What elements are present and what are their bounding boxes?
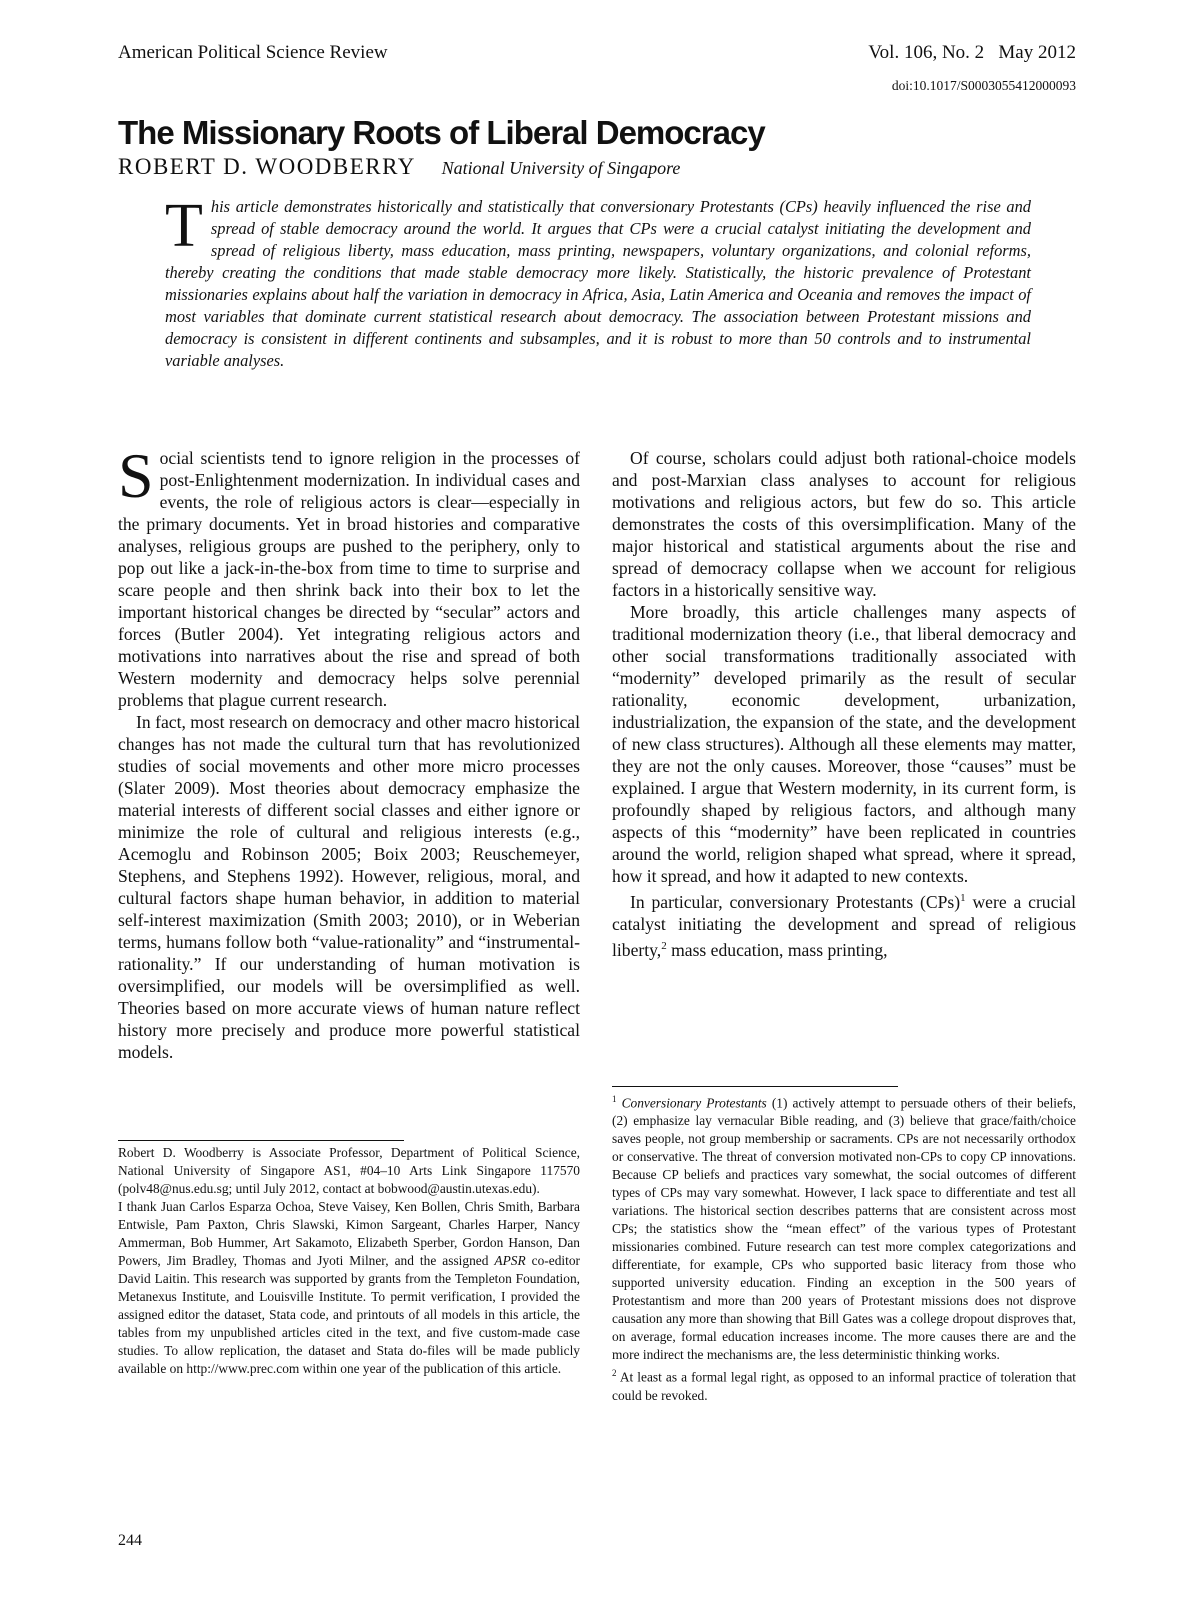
abstract-text: his article demonstrates historically and statistically that conversionary Protestants (CPs) heavily influenced the rise and spread of stable democracy around the world. It argues that CPs were a crucial catalyst initiating the development and spread of religious liberty, mass education, mass printing, newspapers, voluntary organizations, and colonial reforms, thereby creating the conditions that made stable democracy more likely. Statistically, the historic prevalence of Protestant missionaries explains about half the variation in democracy in Africa, Asia, Latin America and Oceania and removes the impact of most variables that dominate current statistical research about democracy. The association between Protestant missions and democracy is consistent in different continents and subsamples, and it is robust to more than 50 controls and to instrumental variable analyses. [165,197,1031,370]
footnote-ref-2[interactable]: 2 [661,939,667,952]
footnotes [612,1090,1076,1405]
issue-info: Vol. 106, No. 2 May 2012 [868,42,1076,63]
article-title: The Missionary Roots of Liberal Democracy [118,114,765,151]
body-dropcap: S [118,440,154,511]
author-affiliation: National University of Singapore [441,158,681,178]
author-note-acknowledgments: I thank Juan Carlos Esparza Ochoa, Steve Vaisey, Ken Bollen, Chris Smith, Barbara Entwisle, Pam Paxton, Chris Slawski, Kimon Sargeant, Charles Harper, Nancy Ammerman, Bob Hummer, Art Sakamoto, Elizabeth Sperber, Gordon Hanson, Dan Powers, Jim Bradley, Thomas and Jyoti Milner, and the assigned APSR co-editor David Laitin. This research was supported by grants from the Templeton Foundation, Metanexus Institute, and Louisville Institute. To permit verification, I provided the assigned editor the dataset, Stata code, and printouts of all models in this article, the tables from my unpublished articles cited in the text, and five custom-made case studies. To allow replication, the dataset and Stata do-files will be made publicly available on http://www.prec.com within one year of the publication of this article. [118,1199,580,1376]
author-line [118,154,680,180]
page-number: 244 [118,1532,142,1549]
body-paragraph: Social scientists tend to ignore religion in the processes of post-Enlightenment modernization. In individual cases and events, the role of religious actors is clear—especially in the primary documents. Yet in broad histories and comparative analyses, religious groups are pushed to the periphery, only to pop out like a jack-in-the-box from time to time to surprise and scare people and then shrink back into their box to let the important historical changes be directed by “secular” actors and forces (Butler 2004). Yet integrating religious actors and motivations into narratives about the rise and spread of both Western modernity and democracy helps solve perennial problems that plague current research. [118,440,580,710]
body-paragraph: In fact, most research on democracy and other macro historical changes has not made the cultural turn that has revolutionized studies of social movements and other more micro processes (Slater 2009). Most theories about democracy emphasize the material interests of different social classes and either ignore or minimize the role of cultural and religious interests (e.g., Acemoglu and Robinson 2005; Boix 2003; Reuschemeyer, Stephens, and Stephens 1992). However, religious, moral, and cultural factors shape human behavior, in addition to material self-interest maximization (Smith 2003; 2010), or in Weberian terms, humans follow both “value-rationality” and “instrumental-rationality.” If our understanding of human motivation is oversimplified, our models will be oversimplified as well. Theories based on more accurate views of human nature reflect history more precisely and produce more powerful statistical models. [118,712,580,1062]
footnote-2: $^2$ At least as a formal legal right, as opposed to an informal practice of toleration that could be revoked. [612,1368,1076,1403]
author-name: ROBERT D. WOODBERRY [118,154,416,179]
body-paragraph: In particular, conversionary Protestants (CPs)$^1$ were a crucial catalyst initiating the development and spread of religious liberty,$^2$ mass education, mass printing, [612,891,1077,960]
footnote-1: $^1$ Conversionary Protestants (1) actively attempt to persuade others of their beliefs, (2) emphasize lay vernacular Bible reading, and (3) believe that grace/faith/choice saves people, not group membership or sacraments. CPs are not necessarily orthodox or conservative. The threat of conversion motivated non-CPs to copy CP innovations. Because CP beliefs and practices vary somewhat, the social outcomes of different types of CPs may vary somewhat. However, I lack space to differentiate and test all variations. The historical section describes patterns that are consistent across most CPs; the statistics show the “mean effect” of the various types of Protestant missionaries combined. Future research can test more complex categorizations and differentiate, for example, CPs who supported basic literacy from those who supported university education. Finding an exception in the 500 years of Protestantism and more than 200 years of Protestant missions does not disprove causation any more than showing that Bill Gates was a college dropout disproves that, on average, formal education increases income. The more causes there are and the more indirect the mechanisms are, the less deterministic thinking works. [612,1094,1076,1363]
footnote-divider [612,1086,898,1087]
footnote-ref-1[interactable]: 1 [960,892,966,904]
author-note-affiliation: Robert D. Woodberry is Associate Professor, Department of Political Science, National University of Singapore AS1, #04–10 Arts Link Singapore 117570 (polv48@nus.edu.sg; until July 2012, contact at bobwood@austin.utexas.edu). [118,1145,580,1196]
footnote-divider [118,1140,404,1141]
body-column-right [612,447,1076,961]
body-paragraph: Of course, scholars could adjust both rational-choice models and post-Marxian class analyses to account for religious motivations and religious actors, but few do so. This article demonstrates the costs of this oversimplification. Many of the major historical and statistical arguments about the rise and spread of democracy collapse when we account for religious factors in a historically sensitive way. [612,448,1076,600]
abstract-dropcap: T [165,192,203,260]
body-paragraph: More broadly, this article challenges many aspects of traditional modernization theory (i.e., that liberal democracy and other social transformations traditionally associated with “modernity” developed primarily as the result of secular rationality, economic development, urbanization, industrialization, the expansion of the state, and the development of new class structures). Although all these elements may matter, they are not the only causes. Moreover, those “causes” must be explained. I argue that Western modernity, in its current form, is profoundly shaped by religious factors, and although many aspects of this “modernity” have been replicated in countries around the world, religion shaped what spread, where it spread, how it spread, and how it adapted to new contexts. [612,602,1076,886]
doi[interactable]: doi:10.1017/S0003055412000093 [891,78,1076,93]
running-head [118,42,1076,64]
abstract [165,192,1031,372]
journal-name: American Political Science Review [118,42,388,63]
body-column-left [118,440,580,1063]
author-note [118,1144,580,1378]
